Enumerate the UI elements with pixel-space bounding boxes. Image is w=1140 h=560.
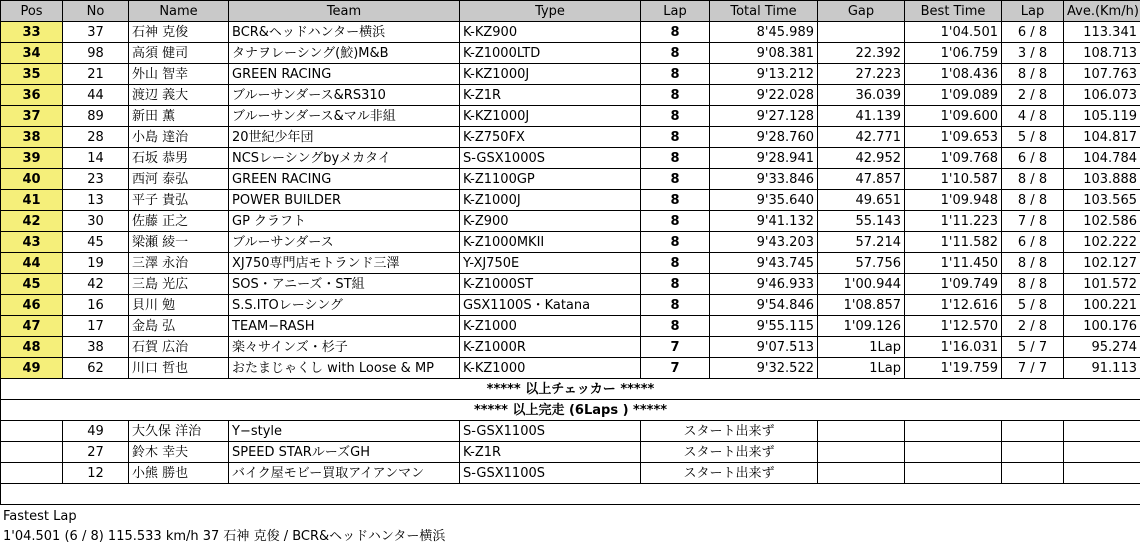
team-cell: タナヲレーシング(鮫)M&B	[229, 43, 460, 64]
gap-cell: 55.143	[818, 211, 905, 232]
pos-cell: 36	[1, 85, 63, 106]
team-cell: おたまじゃくし with Loose & MP	[229, 358, 460, 379]
type-cell: K-Z1000MKII	[460, 232, 641, 253]
no-cell: 38	[63, 337, 129, 358]
average-speed-cell: 105.119	[1064, 106, 1140, 127]
gap-cell: 1Lap	[818, 337, 905, 358]
team-cell: ブルーサンダース&RS310	[229, 85, 460, 106]
name-cell: 小島 達治	[129, 127, 229, 148]
average-speed-cell: 103.888	[1064, 169, 1140, 190]
fastest-lap-detail: 1'04.501 (6 / 8) 115.533 km/h 37 石神 克俊 / BCR&ヘッドハンター横浜	[3, 529, 446, 544]
total-time-cell: 8'45.989	[710, 22, 818, 43]
header-best-time: Best Time	[905, 1, 1002, 22]
best-lap-cell: 6 / 8	[1002, 232, 1064, 253]
best-time-cell: 1'04.501	[905, 22, 1002, 43]
no-cell: 21	[63, 64, 129, 85]
pos-cell	[1, 463, 63, 484]
lap-cell: 8	[641, 274, 710, 295]
total-time-cell: 9'54.846	[710, 295, 818, 316]
gap-cell: 27.223	[818, 64, 905, 85]
best-time-cell: 1'09.768	[905, 148, 1002, 169]
type-cell: K-Z1000LTD	[460, 43, 641, 64]
checker-banner-row	[1, 379, 1140, 400]
type-cell: K-Z1R	[460, 442, 641, 463]
table-row	[1, 358, 1140, 379]
average-speed-cell: 104.817	[1064, 127, 1140, 148]
team-cell: ブルーサンダース&マル非組	[229, 106, 460, 127]
no-cell: 37	[63, 22, 129, 43]
table-row	[1, 253, 1140, 274]
name-cell: 高須 健司	[129, 43, 229, 64]
name-cell: 梁瀬 綾一	[129, 232, 229, 253]
gap-cell: 57.756	[818, 253, 905, 274]
pos-cell: 45	[1, 274, 63, 295]
gap-cell: 57.214	[818, 232, 905, 253]
lap-cell: 8	[641, 211, 710, 232]
pos-cell: 41	[1, 190, 63, 211]
total-time-cell: 9'13.212	[710, 64, 818, 85]
average-speed-cell	[1064, 421, 1140, 442]
no-cell: 16	[63, 295, 129, 316]
dns-row	[1, 421, 1140, 442]
best-time-cell: 1'12.570	[905, 316, 1002, 337]
average-speed-cell	[1064, 463, 1140, 484]
average-speed-cell: 95.274	[1064, 337, 1140, 358]
best-lap-cell: 3 / 8	[1002, 43, 1064, 64]
team-cell: TEAM−RASH	[229, 316, 460, 337]
best-time-cell: 1'09.948	[905, 190, 1002, 211]
gap-cell	[818, 421, 905, 442]
table-row	[1, 64, 1140, 85]
type-cell: K-Z1000ST	[460, 274, 641, 295]
lap-cell: 8	[641, 148, 710, 169]
team-cell: SOS・アニーズ・ST組	[229, 274, 460, 295]
gap-cell: 42.771	[818, 127, 905, 148]
best-time-cell	[905, 421, 1002, 442]
gap-cell: 1Lap	[818, 358, 905, 379]
best-lap-cell: 6 / 8	[1002, 148, 1064, 169]
lap-cell: 8	[641, 127, 710, 148]
average-speed-cell: 106.073	[1064, 85, 1140, 106]
total-time-cell: 9'32.522	[710, 358, 818, 379]
table-row	[1, 295, 1140, 316]
type-cell: K-Z750FX	[460, 127, 641, 148]
header-type: Type	[460, 1, 641, 22]
best-lap-cell: 4 / 8	[1002, 106, 1064, 127]
name-cell: 西河 泰弘	[129, 169, 229, 190]
pos-cell: 38	[1, 127, 63, 148]
table-row	[1, 169, 1140, 190]
lap-cell: 8	[641, 253, 710, 274]
gap-cell: 1'09.126	[818, 316, 905, 337]
table-row	[1, 43, 1140, 64]
gap-cell: 47.857	[818, 169, 905, 190]
name-cell: 鈴木 幸夫	[129, 442, 229, 463]
empty-cell	[1, 484, 1140, 505]
table-row	[1, 274, 1140, 295]
best-lap-cell: 5 / 8	[1002, 127, 1064, 148]
best-lap-cell: 5 / 8	[1002, 295, 1064, 316]
total-time-cell: 9'35.640	[710, 190, 818, 211]
name-cell: 小熊 勝也	[129, 463, 229, 484]
best-time-cell: 1'11.450	[905, 253, 1002, 274]
type-cell: K-Z1000J	[460, 190, 641, 211]
best-lap-cell: 7 / 8	[1002, 211, 1064, 232]
best-lap-cell	[1002, 463, 1064, 484]
name-cell: 佐藤 正之	[129, 211, 229, 232]
pos-cell: 49	[1, 358, 63, 379]
pos-cell	[1, 421, 63, 442]
team-cell: 20世紀少年団	[229, 127, 460, 148]
name-cell: 川口 哲也	[129, 358, 229, 379]
type-cell: S-GSX1000S	[460, 148, 641, 169]
no-cell: 27	[63, 442, 129, 463]
table-row	[1, 232, 1140, 253]
no-cell: 12	[63, 463, 129, 484]
total-time-cell: 9'43.203	[710, 232, 818, 253]
best-time-cell: 1'08.436	[905, 64, 1002, 85]
gap-cell: 36.039	[818, 85, 905, 106]
gap-cell	[818, 463, 905, 484]
average-speed-cell: 91.113	[1064, 358, 1140, 379]
best-lap-cell: 8 / 8	[1002, 64, 1064, 85]
best-lap-cell: 2 / 8	[1002, 85, 1064, 106]
team-cell: POWER BUILDER	[229, 190, 460, 211]
best-time-cell: 1'10.587	[905, 169, 1002, 190]
name-cell: 平子 貴弘	[129, 190, 229, 211]
name-cell: 石神 克俊	[129, 22, 229, 43]
status-cell: スタート出来ず	[641, 463, 818, 484]
type-cell: Y-XJ750E	[460, 253, 641, 274]
best-time-cell	[905, 463, 1002, 484]
average-speed-cell	[1064, 442, 1140, 463]
empty-row	[1, 484, 1140, 505]
table-row	[1, 127, 1140, 148]
type-cell: K-Z1100GP	[460, 169, 641, 190]
no-cell: 44	[63, 85, 129, 106]
no-cell: 19	[63, 253, 129, 274]
finish-banner-row	[1, 400, 1140, 421]
best-lap-cell	[1002, 421, 1064, 442]
table-row	[1, 337, 1140, 358]
team-cell: GREEN RACING	[229, 169, 460, 190]
gap-cell: 49.651	[818, 190, 905, 211]
dns-row	[1, 463, 1140, 484]
team-cell: BCR&ヘッドハンター横浜	[229, 22, 460, 43]
best-time-cell: 1'09.600	[905, 106, 1002, 127]
lap-cell: 8	[641, 85, 710, 106]
average-speed-cell: 102.586	[1064, 211, 1140, 232]
finish-banner: ***** 以上完走 (6Laps ) *****	[1, 400, 1140, 421]
average-speed-cell: 102.222	[1064, 232, 1140, 253]
table-row	[1, 148, 1140, 169]
no-cell: 49	[63, 421, 129, 442]
table-row	[1, 85, 1140, 106]
name-cell: 渡辺 義大	[129, 85, 229, 106]
gap-cell: 1'08.857	[818, 295, 905, 316]
name-cell: 外山 智幸	[129, 64, 229, 85]
lap-cell: 8	[641, 190, 710, 211]
best-lap-cell: 5 / 7	[1002, 337, 1064, 358]
pos-cell: 35	[1, 64, 63, 85]
team-cell: NCSレーシングbyメカタイ	[229, 148, 460, 169]
gap-cell: 41.139	[818, 106, 905, 127]
header-lap: Lap	[641, 1, 710, 22]
pos-cell: 39	[1, 148, 63, 169]
no-cell: 17	[63, 316, 129, 337]
total-time-cell: 9'08.381	[710, 43, 818, 64]
header-best-lap: Lap	[1002, 1, 1064, 22]
lap-cell: 7	[641, 358, 710, 379]
table-row	[1, 316, 1140, 337]
no-cell: 89	[63, 106, 129, 127]
header-row	[1, 1, 1140, 22]
fastest-lap-title: Fastest Lap	[3, 509, 77, 524]
gap-cell	[818, 442, 905, 463]
best-lap-cell: 8 / 8	[1002, 253, 1064, 274]
lap-cell: 8	[641, 316, 710, 337]
gap-cell: 22.392	[818, 43, 905, 64]
no-cell: 98	[63, 43, 129, 64]
best-time-cell: 1'09.653	[905, 127, 1002, 148]
name-cell: 石坂 恭男	[129, 148, 229, 169]
header-total-time: Total Time	[710, 1, 818, 22]
no-cell: 13	[63, 190, 129, 211]
best-time-cell: 1'09.089	[905, 85, 1002, 106]
team-cell: XJ750専門店モトランド三澤	[229, 253, 460, 274]
team-cell: ブルーサンダース	[229, 232, 460, 253]
name-cell: 金島 弘	[129, 316, 229, 337]
average-speed-cell: 113.341	[1064, 22, 1140, 43]
type-cell: K-KZ1000	[460, 358, 641, 379]
header-average-speed: Ave.(Km/h)	[1064, 1, 1140, 22]
average-speed-cell: 103.565	[1064, 190, 1140, 211]
team-cell: 楽々サインズ・杉子	[229, 337, 460, 358]
best-lap-cell: 8 / 8	[1002, 190, 1064, 211]
total-time-cell: 9'43.745	[710, 253, 818, 274]
average-speed-cell: 108.713	[1064, 43, 1140, 64]
pos-cell: 46	[1, 295, 63, 316]
best-time-cell: 1'06.759	[905, 43, 1002, 64]
total-time-cell: 9'41.132	[710, 211, 818, 232]
no-cell: 23	[63, 169, 129, 190]
table-row	[1, 211, 1140, 232]
type-cell: S-GSX1100S	[460, 463, 641, 484]
header-pos: Pos	[1, 1, 63, 22]
no-cell: 62	[63, 358, 129, 379]
average-speed-cell: 102.127	[1064, 253, 1140, 274]
header-name: Name	[129, 1, 229, 22]
team-cell: SPEED STARルーズGH	[229, 442, 460, 463]
lap-cell: 8	[641, 106, 710, 127]
type-cell: K-Z1000R	[460, 337, 641, 358]
lap-cell: 7	[641, 337, 710, 358]
table-row	[1, 22, 1140, 43]
no-cell: 45	[63, 232, 129, 253]
type-cell: S-GSX1100S	[460, 421, 641, 442]
name-cell: 三澤 永治	[129, 253, 229, 274]
no-cell: 14	[63, 148, 129, 169]
pos-cell: 47	[1, 316, 63, 337]
gap-cell: 1'00.944	[818, 274, 905, 295]
lap-cell: 8	[641, 232, 710, 253]
best-lap-cell: 7 / 7	[1002, 358, 1064, 379]
best-lap-cell: 6 / 8	[1002, 22, 1064, 43]
pos-cell: 40	[1, 169, 63, 190]
team-cell: GREEN RACING	[229, 64, 460, 85]
status-cell: スタート出来ず	[641, 442, 818, 463]
lap-cell: 8	[641, 295, 710, 316]
total-time-cell: 9'55.115	[710, 316, 818, 337]
dns-row	[1, 442, 1140, 463]
average-speed-cell: 100.221	[1064, 295, 1140, 316]
no-cell: 42	[63, 274, 129, 295]
best-lap-cell: 2 / 8	[1002, 316, 1064, 337]
lap-cell: 8	[641, 22, 710, 43]
table-row	[1, 190, 1140, 211]
header-gap: Gap	[818, 1, 905, 22]
no-cell: 30	[63, 211, 129, 232]
total-time-cell: 9'28.941	[710, 148, 818, 169]
pos-cell: 44	[1, 253, 63, 274]
best-time-cell: 1'11.582	[905, 232, 1002, 253]
pos-cell: 48	[1, 337, 63, 358]
checker-banner: ***** 以上チェッカー *****	[1, 379, 1140, 400]
best-time-cell: 1'12.616	[905, 295, 1002, 316]
type-cell: K-KZ1000J	[460, 64, 641, 85]
lap-cell: 8	[641, 64, 710, 85]
best-time-cell	[905, 442, 1002, 463]
best-time-cell: 1'19.759	[905, 358, 1002, 379]
pos-cell: 37	[1, 106, 63, 127]
team-cell: Y−style	[229, 421, 460, 442]
best-lap-cell	[1002, 442, 1064, 463]
total-time-cell: 9'46.933	[710, 274, 818, 295]
lap-cell: 8	[641, 43, 710, 64]
average-speed-cell: 104.784	[1064, 148, 1140, 169]
best-lap-cell: 8 / 8	[1002, 274, 1064, 295]
pos-cell: 43	[1, 232, 63, 253]
pos-cell	[1, 442, 63, 463]
gap-cell: 42.952	[818, 148, 905, 169]
total-time-cell: 9'27.128	[710, 106, 818, 127]
name-cell: 新田 薫	[129, 106, 229, 127]
gap-cell	[818, 22, 905, 43]
fastest-lap-section	[0, 505, 1140, 547]
type-cell: K-KZ1000J	[460, 106, 641, 127]
average-speed-cell: 100.176	[1064, 316, 1140, 337]
type-cell: GSX1100S・Katana	[460, 295, 641, 316]
pos-cell: 33	[1, 22, 63, 43]
team-cell: バイク屋モビー買取アイアンマン	[229, 463, 460, 484]
lap-cell: 8	[641, 169, 710, 190]
pos-cell: 34	[1, 43, 63, 64]
total-time-cell: 9'33.846	[710, 169, 818, 190]
best-time-cell: 1'11.223	[905, 211, 1002, 232]
type-cell: K-Z1R	[460, 85, 641, 106]
total-time-cell: 9'07.513	[710, 337, 818, 358]
name-cell: 貝川 勉	[129, 295, 229, 316]
table-row	[1, 106, 1140, 127]
name-cell: 三島 光広	[129, 274, 229, 295]
team-cell: GP クラフト	[229, 211, 460, 232]
name-cell: 大久保 洋治	[129, 421, 229, 442]
average-speed-cell: 101.572	[1064, 274, 1140, 295]
no-cell: 28	[63, 127, 129, 148]
type-cell: K-Z1000	[460, 316, 641, 337]
type-cell: K-KZ900	[460, 22, 641, 43]
pos-cell: 42	[1, 211, 63, 232]
average-speed-cell: 107.763	[1064, 64, 1140, 85]
type-cell: K-Z900	[460, 211, 641, 232]
best-lap-cell: 8 / 8	[1002, 169, 1064, 190]
best-time-cell: 1'09.749	[905, 274, 1002, 295]
header-no: No	[63, 1, 129, 22]
name-cell: 石賀 広治	[129, 337, 229, 358]
total-time-cell: 9'22.028	[710, 85, 818, 106]
best-time-cell: 1'16.031	[905, 337, 1002, 358]
team-cell: S.S.ITOレーシング	[229, 295, 460, 316]
total-time-cell: 9'28.760	[710, 127, 818, 148]
header-team: Team	[229, 1, 460, 22]
status-cell: スタート出来ず	[641, 421, 818, 442]
